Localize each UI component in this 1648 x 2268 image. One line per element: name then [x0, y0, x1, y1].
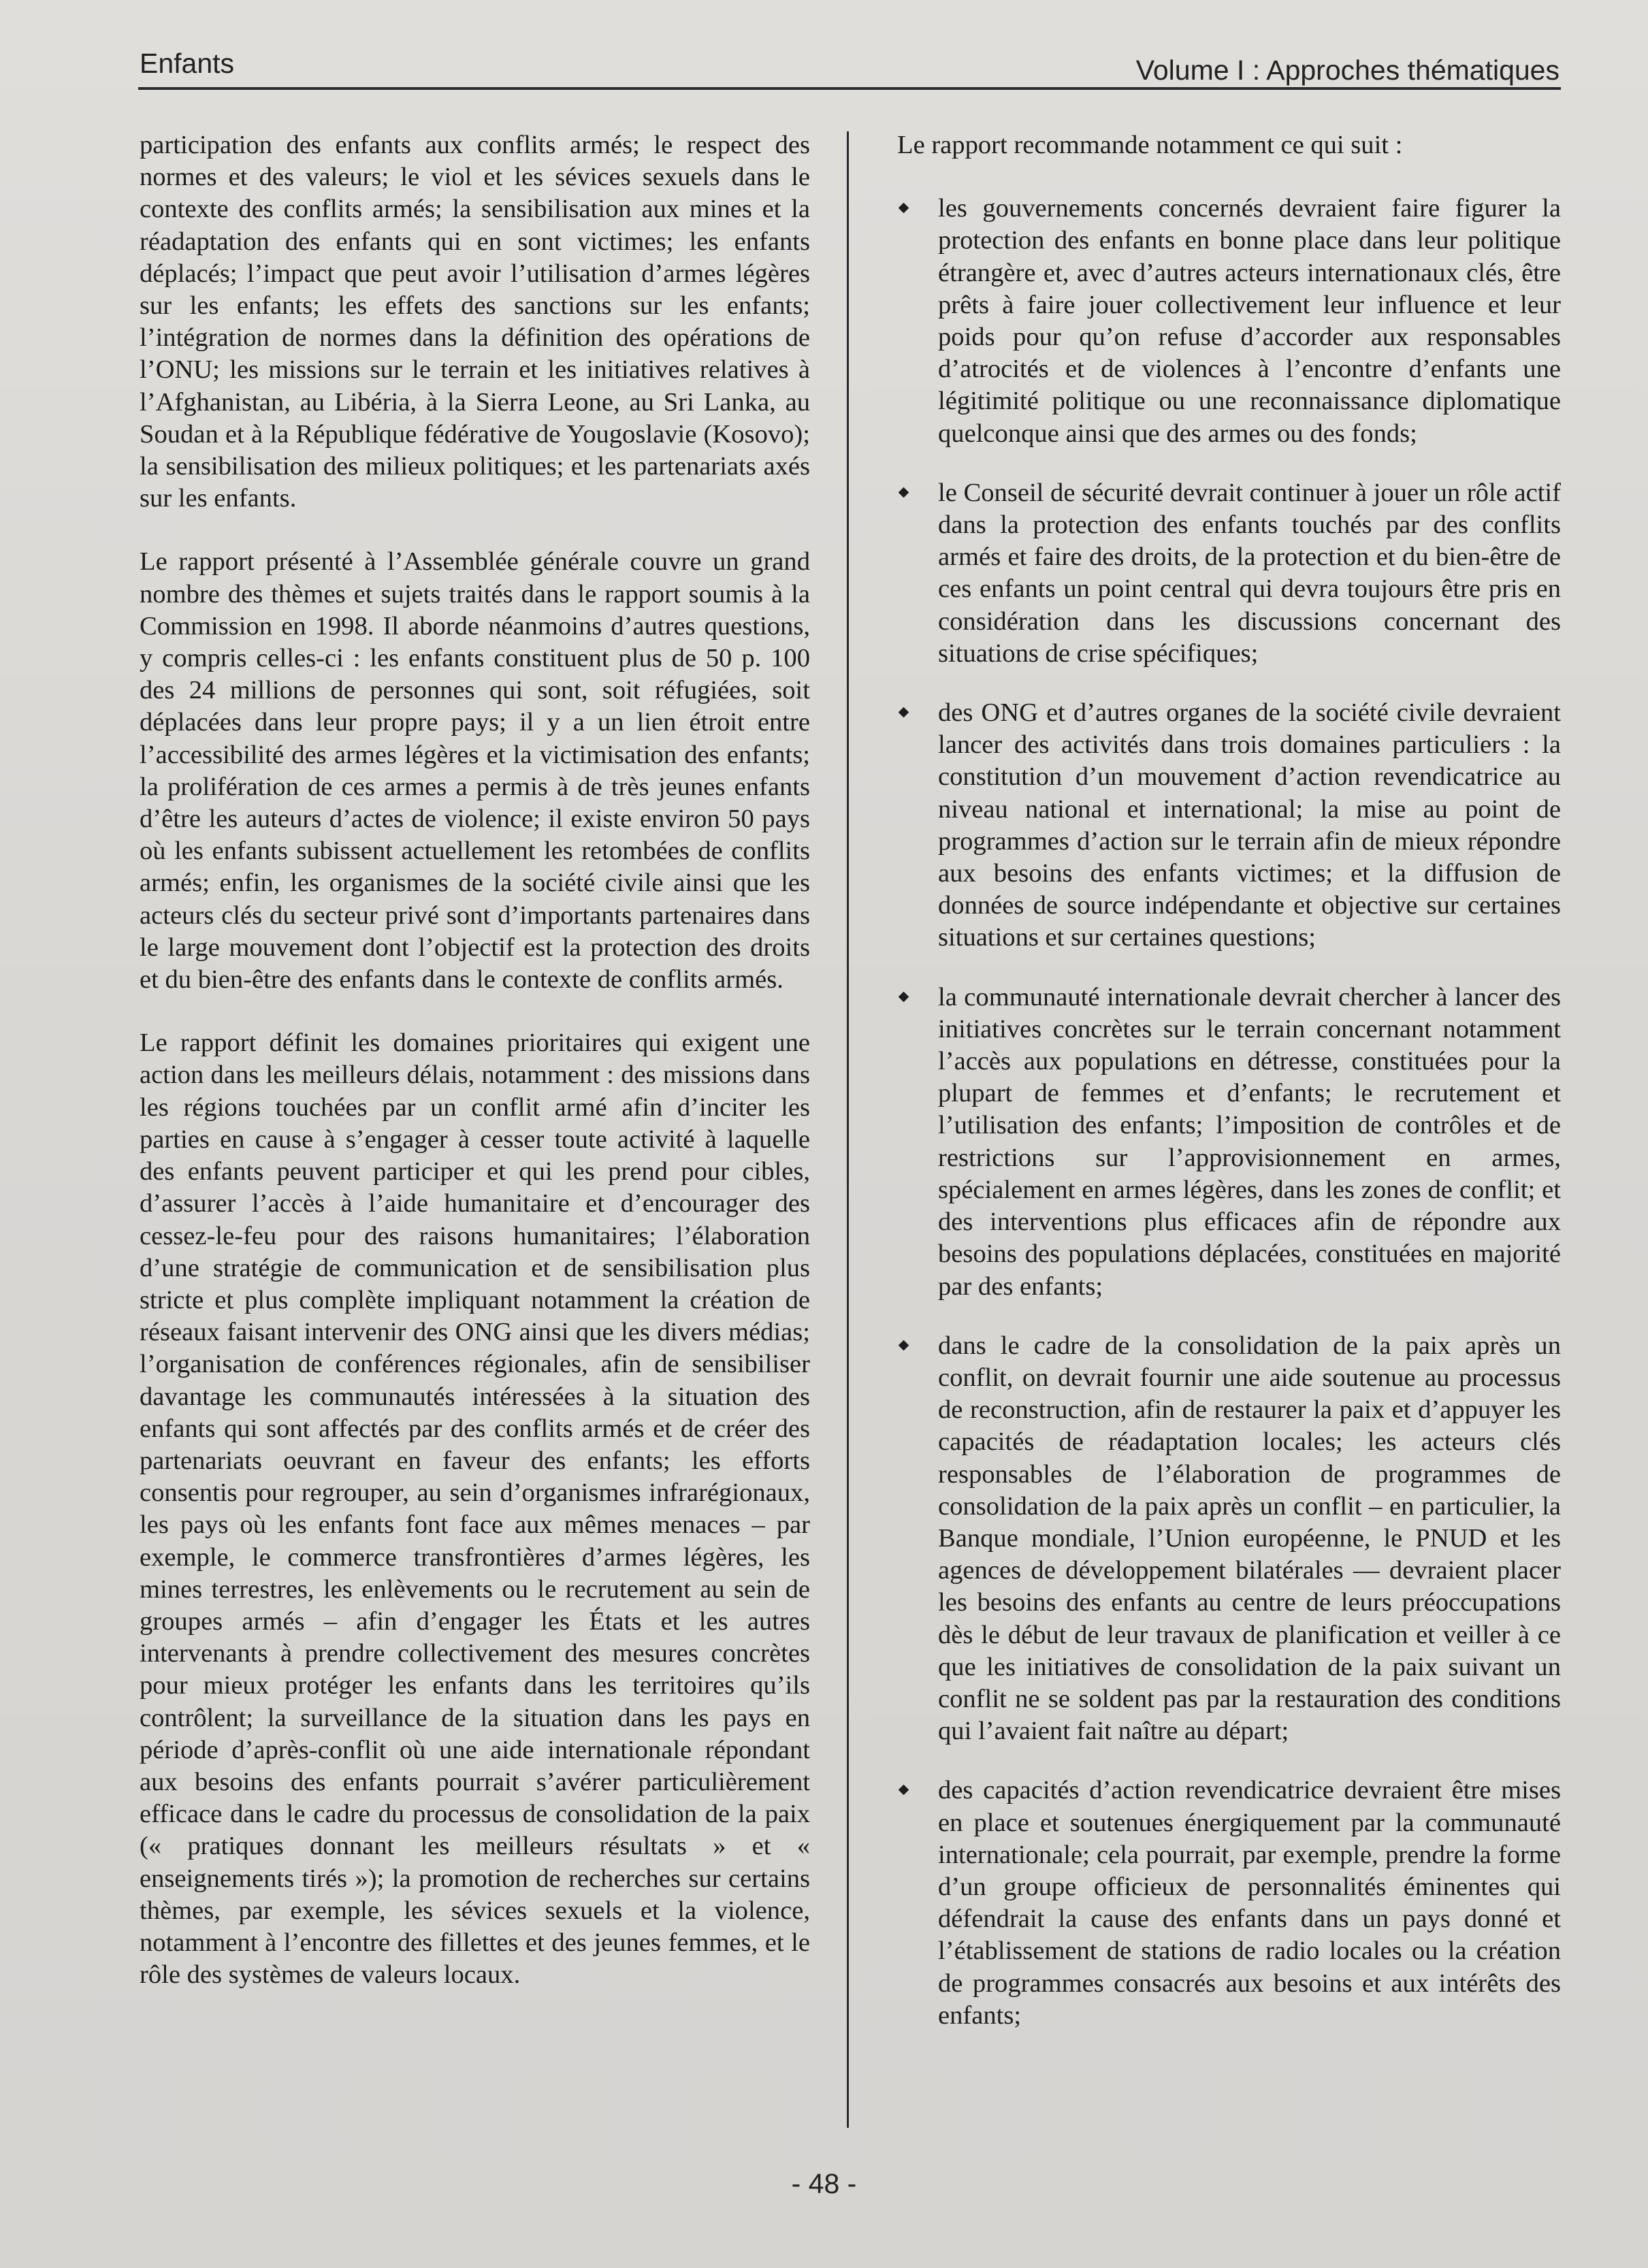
paragraph: participation des enfants aux conflits armés; le respect des normes et des valeurs; le viol et les sévices sexuels dans le contexte des conflits armés; la sensibilisation aux mines et la réadaptation des enfants qui en sont victimes; les enfants déplacés; l’impact que peut avoir l’utilisation d’armes légères sur les enfants; les effets des sanctions sur les enfants; l’intégration de normes dans la définition des opérations de l’ONU; les missions sur le terrain et les initiatives relatives à l’Afghanistan, au Libéria, à la Sierra Leone, au Sri Lanka, au Soudan et à la République fédérative de Yougoslavie (Kosovo); la sensibilisation des milieux politiques; et les partenariats axés sur les enfants.: [140, 131, 810, 513]
list-item: [897, 477, 1561, 670]
header-rule: [138, 87, 1561, 90]
recommendations-intro: Le rapport recommande notamment ce qui suit :: [897, 131, 1403, 159]
left-column: [140, 129, 810, 2022]
list-item: [897, 697, 1561, 954]
list-item-text: des ONG et d’autres organes de la société civile devraient lancer des activités dans trois domaines particuliers : la constitution d’un mouvement d’action revendicatrice au niveau national et international; la mise au point de programmes d’action sur le terrain afin de mieux répondre aux besoins des enfants victimes; et la diffusion de données de source indépendante et objective sur certaines situations et sur certaines questions;: [938, 698, 1561, 952]
list-item-text: le Conseil de sécurité devrait continuer à jouer un rôle actif dans la protection des enfants touchés par des conflits armés et faire des droits, de la protection et du bien-être de ces enfants un point central qui devra toujours être pris en considération dans les discussions concernant des situations de crise spécifiques;: [938, 478, 1561, 668]
list-item: [897, 1330, 1561, 1748]
list-item-text: les gouvernements concernés devraient faire figurer la protection des enfants en bonne place dans leur politique étrangère et, avec d’autres acteurs internationaux clés, être prêts à faire jouer collectivement leur influence et leur poids pour qu’on refuse d’accorder aux responsables d’atrocités et de violences à l’encontre d’enfants une légitimité politique ou une reconnaissance diplomatique quelconque ainsi que des armes ou des fonds;: [938, 194, 1561, 448]
running-header-right: Volume I : Approches thématiques: [1135, 54, 1560, 86]
list-item-text: la communauté internationale devrait chercher à lancer des initiatives concrètes sur le terrain concernant notamment l’accès aux populations en détresse, constituées pour la plupart de femmes et d’enfants; le recrutement et l’utilisation des enfants; l’imposition de contrôles et de restrictions sur l’approvisionnement en armes, spécialement en armes légères, dans les zones de conflit; et des interventions plus efficaces afin de répondre aux besoins des populations déplacées, constituées en majorité par des enfants;: [938, 982, 1561, 1301]
diamond-bullet-icon: [899, 203, 909, 214]
diamond-bullet-icon: [899, 1340, 909, 1350]
running-header-left: Enfants: [140, 48, 235, 79]
list-item-text: des capacités d’action revendicatrice devraient être mises en place et soutenues énergiquement par la communauté internationale; cela pourrait, par exemple, prendre la forme d’un groupe officieux de personnalités éminentes qui défendrait la cause des enfants dans un pays donné et l’établissement de stations de radio locales ou la création de programmes consacrés aux besoins et aux intérêts des enfants;: [938, 1776, 1561, 2030]
column-divider: [847, 131, 849, 2128]
page-number: - 48 -: [791, 2168, 857, 2199]
list-item-text: dans le cadre de la consolidation de la paix après un conflit, on devrait fournir une aide soutenue au processus de reconstruction, afin de restaurer la paix et d’appuyer les capacités de réadaptation locales; les acteurs clés responsables de l’élaboration de programmes de consolidation de la paix après un conflit – en particulier, la Banque mondiale, l’Union européenne, le PNUD et les agences de développement bilatérales — devraient placer les besoins des enfants au centre de leurs préoccupations dès le début de leur travaux de planification et veiller à ce que les initiatives de consolidation de la paix suivant un conflit ne se soldent pas par la restauration des conditions qui l’avaient fait naître au départ;: [938, 1331, 1561, 1746]
list-item: [897, 1775, 1561, 2032]
diamond-bullet-icon: [899, 707, 909, 718]
diamond-bullet-icon: [899, 1785, 909, 1796]
paragraph: Le rapport présenté à l’Assemblée générale couvre un grand nombre des thèmes et sujets traités dans le rapport soumis à la Commission en 1998. Il aborde néanmoins d’autres questions, y compris celles-ci : les enfants constituent plus de 50 p. 100 des 24 millions de personnes qui sont, soit réfugiées, soit déplacées dans leur propre pays; il y a un lien étroit entre l’accessibilité des armes légères et la victimisation des enfants; la prolifération de ces armes a permis à de très jeunes enfants d’être les auteurs d’actes de violence; il existe environ 50 pays où les enfants subissent actuellement les retombées de conflits armés; enfin, les organismes de la société civile ainsi que les acteurs clés du secteur privé sont d’importants partenaires dans le large mouvement dont l’objectif est la protection des droits et du bien-être des enfants dans le contexte de conflits armés.: [140, 547, 810, 994]
list-item: [897, 982, 1561, 1303]
list-item: [897, 193, 1561, 450]
recommendations-list: [897, 193, 1561, 2032]
paragraph: Le rapport définit les domaines prioritaires qui exigent une action dans les meilleurs délais, notamment : des missions dans les régions touchées par un conflit armé afin d’inciter les parties en cause à s’engager à cesser toute activité à laquelle des enfants peuvent participer et qui les prend pour cibles, d’assurer l’accès à l’aide humanitaire et d’encourager des cessez-le-feu pour des raisons humanitaires; l’élaboration d’une stratégie de communication et de sensibilisation plus stricte et plus complète impliquant notamment la création de réseaux faisant intervenir des ONG ainsi que les divers médias; l’organisation de conférences régionales, afin de sensibiliser davantage les communautés intéressées à la situation des enfants qui sont affectés par des conflits armés et de créer des partenariats oeuvrant en faveur des enfants; les efforts consentis pour regrouper, au sein d’organismes infrarégionaux, les pays où les enfants font face aux mêmes menaces – par exemple, le commerce transfrontières d’armes légères, les mines terrestres, les enlèvements ou le recrutement au sein de groupes armés – afin d’engager les États et les autres intervenants à prendre collectivement des mesures concrètes pour mieux protéger les enfants dans les territoires qu’ils contrôlent; la surveillance de la situation dans les pays en période d’après-conflit où une aide internationale répondant aux besoins des enfants pourrait s’avérer particulièrement efficace dans le cadre du processus de consolidation de la paix (« pratiques donnant les meilleurs résultats » et « enseignements tirés »); la promotion de recherches sur certains thèmes, par exemple, les sévices sexuels et la violence, notamment à l’encontre des fillettes et des jeunes femmes, et le rôle des systèmes de valeurs locaux.: [140, 1028, 810, 1990]
right-column: [897, 129, 1561, 2059]
diamond-bullet-icon: [899, 991, 909, 1002]
diamond-bullet-icon: [899, 487, 909, 498]
